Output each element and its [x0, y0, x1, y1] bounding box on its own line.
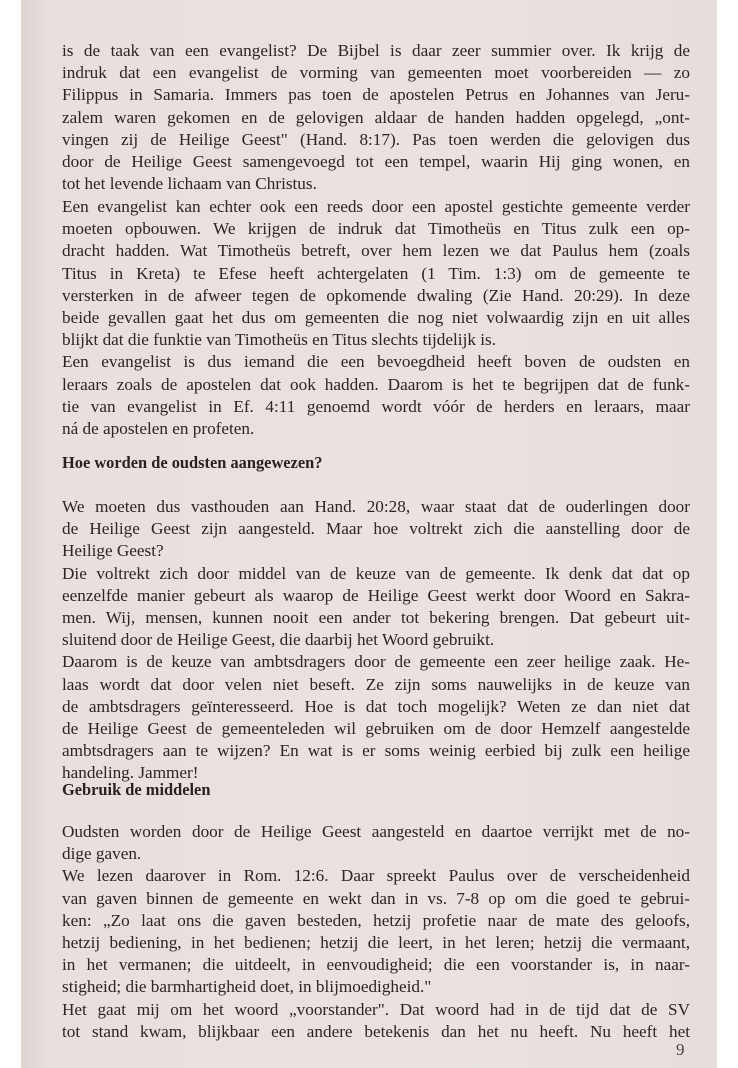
text-line: tie van evangelist in Ef. 4:11 genoemd wordt vóór de herders en leraars, maar [62, 396, 690, 416]
text-line: Het gaat mij om het woord „voorstander". Dat woord had in de tijd dat de SV [62, 999, 690, 1019]
text-line: stigheid; die barmhartigheid doet, in blijmoedigheid." [62, 977, 432, 997]
text-line: dige gaven. [62, 844, 142, 864]
text-line: Die voltrekt zich door middel van de keuze van de gemeente. Ik denk dat dat op [62, 563, 690, 583]
text-line: leraars zoals de apostelen dat ook hadden. Daarom is het te begrijpen dat de funk- [62, 374, 690, 394]
text-line: We lezen daarover in Rom. 12:6. Daar spreekt Paulus over de verscheidenheid [62, 866, 690, 886]
text-line: versterken in de afweer tegen de opkomende dwaling (Zie Hand. 20:29). In deze [62, 285, 690, 305]
text-line: Daarom is de keuze van ambtsdragers door de gemeente een zeer heilige zaak. He- [62, 652, 690, 672]
text-line: in het vermanen; die uitdeelt, in eenvoudigheid; die een voorstander is, in naar- [62, 955, 690, 975]
text-line: sluitend door de Heilige Geest, die daarbij het Woord gebruikt. [62, 630, 495, 650]
text-line: eenzelfde manier gebeurt als waarop de Heilige Geest werkt door Woord en Sakra- [62, 585, 690, 605]
page-number: 9 [676, 1040, 685, 1059]
text-line: blijkt dat die funktie van Timotheüs en Titus slechts tijdelijk is. [62, 330, 496, 350]
text-line: hetzij bediening, in het bedienen; hetzij die leert, in het leren; hetzij die vermaant, [62, 932, 690, 952]
text-line: de Heilige Geest zijn aangesteld. Maar hoe voltrekt zich die aanstelling door de [62, 519, 690, 539]
paragraph [62, 496, 690, 784]
text-line: handeling. Jammer! [62, 763, 199, 783]
text-line: de Heilige Geest de gemeenteleden wil gebruiken om de door Hemzelf aangestelde [62, 718, 690, 738]
text-line: ambtsdragers aan te wijzen? En wat is er soms weinig eerbied bij zulk een heilige [62, 741, 690, 761]
book-page [21, 0, 717, 1068]
text-line: men. Wij, mensen, kunnen nooit een ander tot bekering brengen. Dat gebeurt uit- [62, 607, 690, 627]
paragraph [62, 821, 690, 1043]
text-line: beide gevallen gaat het dus om gemeenten die nog niet volwaardig zijn en uit alles [62, 307, 690, 327]
text-line: ken: „Zo laat ons die gaven besteden, hetzij profetie naar de mate des geloofs, [62, 910, 690, 930]
text-line: moeten opbouwen. We krijgen de indruk dat Timotheüs en Titus zulk een op- [62, 219, 690, 239]
section-heading: Gebruik de middelen [62, 780, 211, 799]
text-line: Een evangelist is dus iemand die een bevoegdheid heeft boven de oudsten en [62, 352, 690, 372]
text-line: vingen zij de Heilige Geest" (Hand. 8:17). Pas toen werden die gelovigen dus [62, 129, 690, 149]
text-line: dracht hadden. Wat Timotheüs betreft, over hem lezen we dat Paulus hem (zoals [62, 241, 690, 261]
text-line: indruk dat een evangelist de vorming van gemeenten moet voorbereiden — zo [62, 63, 690, 83]
text-line: zalem waren gekomen en de gelovigen aldaar de handen hadden opgelegd, „ont- [62, 107, 690, 127]
text-line: van gaven binnen de gemeente en wekt dan in vs. 7-8 op om die goed te gebrui- [62, 888, 690, 908]
text-line: de ambtsdragers geïnteresseerd. Hoe is dat toch mogelijk? Weten ze dan niet dat [62, 696, 690, 716]
text-line: door de Heilige Geest samengevoegd tot een tempel, waarin Hij ging wonen, en [62, 151, 690, 171]
section-heading: Hoe worden de oudsten aangewezen? [62, 453, 323, 472]
paragraph [62, 40, 690, 195]
text-line: Heilige Geest? [62, 541, 164, 561]
text-line: Titus in Kreta) te Efese heeft achtergelaten (1 Tim. 1:3) om de gemeente te [62, 263, 690, 283]
text-line: tot het levende lichaam van Christus. [62, 174, 317, 194]
text-line: laas wordt dat door velen niet beseft. Ze zijn soms nauwelijks in de keuze van [62, 674, 690, 694]
text-line: We moeten dus vasthouden aan Hand. 20:28, waar staat dat de ouderlingen door [62, 497, 690, 516]
text-line: ná de apostelen en profeten. [62, 418, 255, 438]
text-line: Een evangelist kan echter ook een reeds door een apostel gestichte gemeente verder [62, 197, 690, 216]
text-line: Oudsten worden door de Heilige Geest aangesteld en daartoe verrijkt met de no- [62, 822, 690, 841]
text-line: Filippus in Samaria. Immers pas toen de apostelen Petrus en Johannes van Jeru- [62, 85, 690, 105]
paragraph [62, 196, 690, 440]
text-line: is de taak van een evangelist? De Bijbel is daar zeer summier over. Ik krijg de [62, 41, 690, 60]
text-line: tot stand kwam, blijkbaar een andere betekenis dan het nu heeft. Nu heeft het [62, 1021, 690, 1041]
